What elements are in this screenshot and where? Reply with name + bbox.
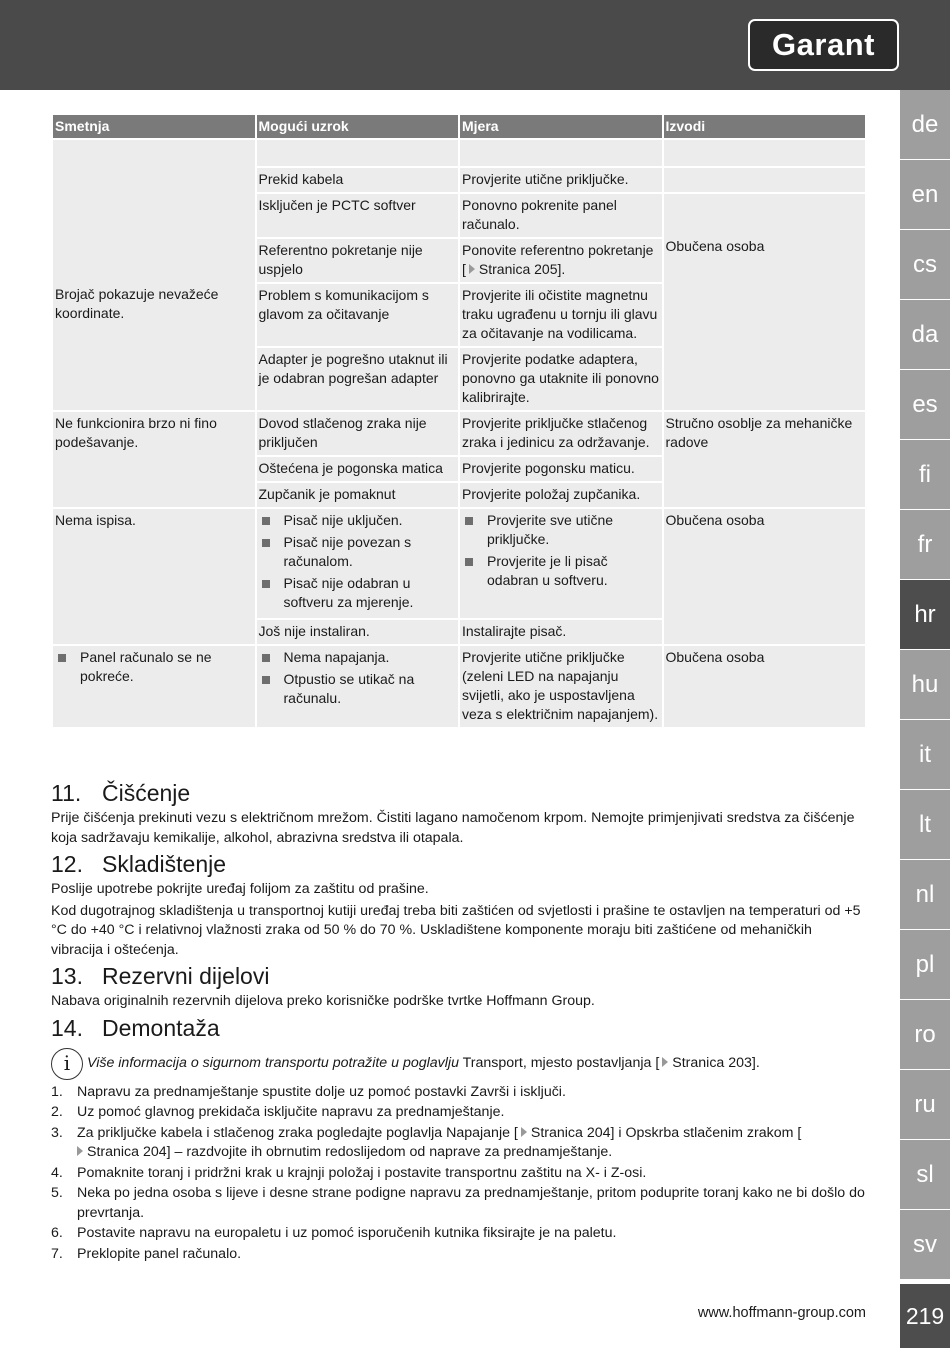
cause-cell xyxy=(257,507,459,618)
lang-tab-sl[interactable]: sl xyxy=(900,1140,950,1210)
section-heading-disassembly: 14. Demontaža xyxy=(51,1014,220,1041)
table-row xyxy=(53,410,865,455)
measure-cell xyxy=(460,138,662,166)
by-cell: Obučena osoba xyxy=(664,507,866,644)
garant-logo: Garant xyxy=(748,19,899,71)
lang-tab-nl[interactable]: nl xyxy=(900,860,950,930)
page-ref-link[interactable]: Stranica 204] – razdvojite ih obrnutim redoslijedom od naprave za prednamještanje. xyxy=(87,1144,613,1160)
measure-cell: Ponovite referentno pokretanje [ Stranica 205]. xyxy=(460,237,662,282)
measure-cell: Ponovno pokrenite panel računalo. xyxy=(460,192,662,237)
measure-cell: Instalirajte pisač. xyxy=(460,618,662,644)
page-ref-link[interactable]: Stranica 204] i Opskrba stlačenim zrakom [ xyxy=(530,1124,802,1141)
column-header-cause: Mogući uzrok xyxy=(257,115,459,138)
measure-cell: Provjerite podatke adaptera, ponovno ga utaknite ili ponovno kalibrirajte. xyxy=(460,346,662,410)
list-item: 3. Za priključke kabela i stlačenog zraka pogledajte poglavlja Napajanje [ Stranica 204] i Opskrba stlačenim zrakom [ Stranica 204] – razdvojite ih obrnutim redoslijedom od naprave za prednamještanje. xyxy=(51,1124,802,1160)
list-item: 5. Neka po jedna osoba s lijeve i desne strane podigne napravu za prednamještanje, pritom poduprite toranj kako ne bi došlo do prevrtanja. xyxy=(51,1185,865,1221)
section-heading-spare-parts: 13. Rezervni dijelovi xyxy=(51,963,270,989)
lang-tab-cs[interactable]: cs xyxy=(900,230,950,300)
cause-cell: Oštećena je pogonska matica xyxy=(257,455,459,481)
measure-cell: Provjerite priključke stlačenog zraka i jedinicu za održavanje. xyxy=(460,410,662,455)
fault-list xyxy=(55,648,253,686)
cause-cell: Još nije instaliran. xyxy=(257,618,459,644)
lang-tab-pl[interactable]: pl xyxy=(900,930,950,1000)
by-cell: Obučena osoba xyxy=(664,192,866,410)
lang-tab-ru[interactable]: ru xyxy=(900,1070,950,1140)
list-item: 1. Napravu za prednamještanje spustite dolje uz pomoć postavki Završi i isključi. xyxy=(51,1083,566,1100)
lang-tab-fi[interactable]: fi xyxy=(900,440,950,510)
list-item: Otpustio se utikač na računalu. xyxy=(259,670,457,708)
by-cell xyxy=(664,166,866,192)
disassembly-steps xyxy=(51,1083,867,1265)
column-header-measure: Mjera xyxy=(460,115,662,138)
list-item: Pisač nije uključen. xyxy=(259,511,457,530)
fault-cell: Brojač pokazuje nevažeće koordinate. xyxy=(53,138,255,410)
paragraph: Kod dugotrajnog skladištenja u transportnoj kutiji uređaj treba biti zaštićen od svjetlosti i prašine te ostavljen na temperaturi od +5 °C do +40 °C i relativnoj vlažnosti zraka od 50 % do 70 %. Uskladištene komponente moraju biti zaštićene od mehaničkih vibracija i oštećenja. xyxy=(51,902,861,958)
cause-list xyxy=(259,511,457,612)
list-item: Nema napajanja. xyxy=(259,648,457,667)
cause-cell: Problem s komunikacijom s glavom za očitavanje xyxy=(257,282,459,346)
info-note xyxy=(51,1048,867,1080)
lang-tab-fr[interactable]: fr xyxy=(900,510,950,580)
page-ref-arrow-icon xyxy=(662,1057,668,1067)
table-row xyxy=(53,507,865,618)
main-content xyxy=(51,777,867,1265)
measure-cell: Provjerite položaj zupčanika. xyxy=(460,481,662,507)
measure-cell: Provjerite pogonsku maticu. xyxy=(460,455,662,481)
lang-tab-lt[interactable]: lt xyxy=(900,790,950,860)
column-header-fault: Smetnja xyxy=(53,115,255,138)
measure-cell: Provjerite ili očistite magnetnu traku ugrađenu u tornju ili glavu za očitavanje na vodilicama. xyxy=(460,282,662,346)
cause-cell: Referentno pokretanje nije uspjelo xyxy=(257,237,459,282)
section-heading-storage: 12. Skladištenje xyxy=(51,851,227,877)
lang-tab-it[interactable]: it xyxy=(900,720,950,790)
list-item: 6. Postavite napravu na europaletu i uz pomoć isporučenih kutnika fiksirajte je na paletu. xyxy=(51,1225,617,1241)
info-icon: i xyxy=(51,1048,83,1080)
lang-tab-sv[interactable]: sv xyxy=(900,1210,950,1280)
list-item: 2. Uz pomoć glavnog prekidača isključite napravu za prednamještanje. xyxy=(51,1104,505,1120)
page-ref-arrow-icon xyxy=(469,264,475,274)
table-row xyxy=(53,644,865,727)
table-row xyxy=(53,138,865,166)
cause-cell: Prekid kabela xyxy=(257,166,459,192)
cause-list xyxy=(259,648,457,708)
cause-cell: Isključen je PCTC softver xyxy=(257,192,459,237)
header-bar xyxy=(0,0,950,90)
list-item: Panel računalo se ne pokreće. xyxy=(55,648,253,686)
info-note-text: Više informacija o sigurnom transportu potražite u poglavlju Transport, mjesto postavljanja [ Stranica 203]. xyxy=(87,1054,760,1071)
table-header-row xyxy=(53,115,865,138)
list-item: Provjerite sve utične priključke. xyxy=(462,511,660,549)
lang-tab-hr[interactable]: hr xyxy=(900,580,950,650)
footer-url[interactable]: www.hoffmann-group.com xyxy=(697,1305,866,1321)
page-ref-link[interactable]: Stranica 203]. xyxy=(672,1054,760,1071)
lang-tab-da[interactable]: da xyxy=(900,300,950,370)
cause-cell: Zupčanik je pomaknut xyxy=(257,481,459,507)
paragraph: Poslije upotrebe pokrijte uređaj folijom za zaštitu od prašine. xyxy=(51,881,429,897)
column-header-by: Izvodi xyxy=(664,115,866,138)
page-ref-arrow-icon xyxy=(521,1127,527,1137)
measure-cell: Provjerite utične priključke. xyxy=(460,166,662,192)
list-item: Pisač nije povezan s računalom. xyxy=(259,533,457,571)
list-item: 4. Pomaknite toranj i pridržni krak u krajnji položaj i postavite transportnu zaštitu na X- i Z-osi. xyxy=(51,1164,647,1181)
measure-cell xyxy=(460,507,662,618)
paragraph: Nabava originalnih rezervnih dijelova preko korisničke podrške tvrtke Hoffmann Group. xyxy=(51,993,595,1009)
by-cell: Obučena osoba xyxy=(664,644,866,727)
page-ref-link[interactable]: Stranica 205]. xyxy=(478,261,566,277)
list-item: Pisač nije odabran u softveru za mjerenje. xyxy=(259,574,457,612)
list-item: 7. Preklopite panel računalo. xyxy=(51,1245,242,1262)
page-number: 219 xyxy=(900,1284,950,1348)
measure-list xyxy=(462,511,660,590)
lang-tab-es[interactable]: es xyxy=(900,370,950,440)
page-ref-arrow-icon xyxy=(77,1146,83,1156)
language-tabs xyxy=(900,90,950,1280)
lang-tab-en[interactable]: en xyxy=(900,160,950,230)
by-cell: Stručno osoblje za mehaničke radove xyxy=(664,410,866,507)
lang-tab-hu[interactable]: hu xyxy=(900,650,950,720)
lang-tab-de[interactable]: de xyxy=(900,90,950,160)
cause-cell: Dovod stlačenog zraka nije priključen xyxy=(257,410,459,455)
fault-cell xyxy=(53,644,255,727)
list-item: Provjerite je li pisač odabran u softveru. xyxy=(462,552,660,590)
by-cell xyxy=(664,138,866,166)
cause-cell: Adapter je pogrešno utaknut ili je odabran pogrešan adapter xyxy=(257,346,459,410)
fault-cell: Nema ispisa. xyxy=(53,507,255,644)
section-heading-cleaning: 11. Čišćenje xyxy=(51,780,191,806)
troubleshooting-table xyxy=(51,115,867,727)
measure-cell: Provjerite utične priključke (zeleni LED na napajanju svijetli, ako je uspostavljena veza s električnim napajanjem). xyxy=(460,644,662,727)
lang-tab-ro[interactable]: ro xyxy=(900,1000,950,1070)
cause-cell xyxy=(257,138,459,166)
fault-cell: Ne funkcionira brzo ni fino podešavanje. xyxy=(53,410,255,507)
paragraph: Prije čišćenja prekinuti vezu s električnom mrežom. Čistiti lagano namočenom krpom. Nemojte primjenjivati sredstva za čišćenje koja sadržavaju kemikalije, alkohol, abrazivna sredstva ili otapala. xyxy=(51,810,855,846)
cause-cell xyxy=(257,644,459,727)
